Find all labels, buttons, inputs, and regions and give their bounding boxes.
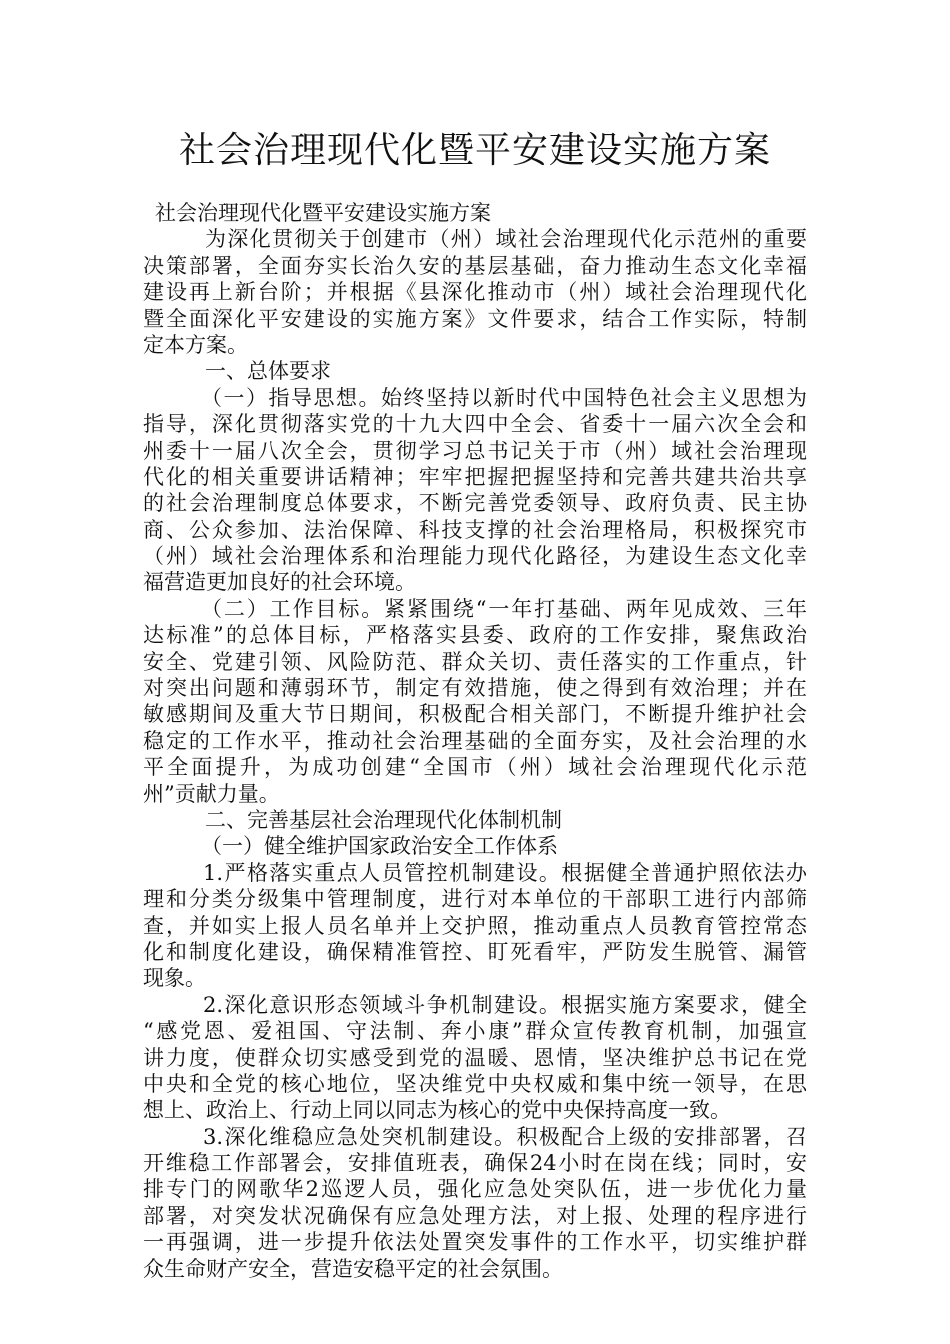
text-line: 州委十一届八次全会，贯彻学习总书记关于市（州）域社会治理现 [143, 438, 807, 463]
text-line: 讲力度，使群众切实感受到党的温暖、恩情，坚决维护总书记在党 [143, 1045, 807, 1070]
text-line: 决策部署，全面夯实长治久安的基层基础，奋力推动生态文化幸福 [143, 253, 807, 278]
text-line: 开维稳工作部署会，安排值班表，确保24小时在岗在线；同时，安 [143, 1151, 807, 1176]
text-line: 1.严格落实重点人员管控机制建设。根据健全普通护照依法办 [203, 860, 807, 885]
text-line: 一、总体要求 [205, 359, 331, 384]
text-line: 理和分类分级集中管理制度，进行对本单位的干部职工进行内部筛 [143, 887, 807, 912]
text-line: 代化的相关重要讲话精神；牢牢把握把握坚持和完善共建共治共享 [143, 464, 807, 489]
text-line: 指导，深化贯彻落实党的十九大四中全会、省委十一届六次全会和 [143, 412, 807, 437]
document-subtitle: 社会治理现代化暨平安建设实施方案 [155, 201, 491, 225]
text-line: 众生命财产安全，营造安稳平定的社会氛围。 [143, 1256, 563, 1281]
document-body [143, 200, 807, 1282]
text-line: 平全面提升，为成功创建“全国市（州）域社会治理现代化示范 [143, 755, 807, 780]
text-line: 2.深化意识形态领域斗争机制建设。根据实施方案要求，健全 [203, 992, 807, 1017]
text-line: 对突出问题和薄弱环节，制定有效措施，使之得到有效治理；并在 [143, 676, 807, 701]
text-line: 建设再上新台阶；并根据《县深化推动市（州）域社会治理现代化 [143, 280, 807, 305]
text-line: 达标准”的总体目标，严格落实县委、政府的工作安排，聚焦政治 [143, 623, 807, 648]
text-line: 的社会治理制度总体要求，不断完善党委领导、政府负责、民主协 [143, 491, 807, 516]
text-line: （一）健全维护国家政治安全工作体系 [201, 834, 558, 859]
text-line: 现象。 [143, 966, 206, 991]
text-line: 化和制度化建设，确保精准管控、盯死看牢，严防发生脱管、漏管 [143, 939, 807, 964]
text-line: （一）指导思想。始终坚持以新时代中国特色社会主义思想为 [201, 385, 807, 410]
text-line: 商、公众参加、法治保障、科技支撑的社会治理格局，积极探究市 [143, 517, 807, 542]
text-line: “感党恩、爱祖国、守法制、奔小康”群众宣传教育机制，加强宣 [143, 1019, 807, 1044]
text-line: 中央和全党的核心地位，坚决维党中央权威和集中统一领导，在思 [143, 1071, 807, 1096]
text-line: 3.深化维稳应急处突机制建设。积极配合上级的安排部署，召 [203, 1124, 807, 1149]
text-line: 安全、党建引领、风险防范、群众关切、责任落实的工作重点，针 [143, 649, 807, 674]
document-title: 社会治理现代化暨平安建设实施方案 [178, 130, 771, 171]
text-line: 福营造更加良好的社会环境。 [143, 570, 416, 595]
text-line: 敏感期间及重大节日期间，积极配合相关部门，不断提升维护社会 [143, 702, 807, 727]
text-line: 暨全面深化平安建设的实施方案》文件要求，结合工作实际，特制 [143, 306, 807, 331]
text-line: 查，并如实上报人员名单并上交护照，推动重点人员教育管控常态 [143, 913, 807, 938]
text-line: 为深化贯彻关于创建市（州）域社会治理现代化示范州的重要 [205, 227, 807, 252]
text-line: 想上、政治上、行动上同以同志为核心的党中央保持高度一致。 [143, 1098, 731, 1123]
text-line: 二、完善基层社会治理现代化体制机制 [205, 807, 562, 832]
text-line: 排专门的网歌华2巡逻人员，强化应急处突队伍，进一步优化力量 [143, 1177, 807, 1202]
text-line: （州）域社会治理体系和治理能力现代化路径，为建设生态文化幸 [143, 544, 807, 569]
text-line: 一再强调，进一步提升依法处置突发事件的工作水平，切实维护群 [143, 1230, 807, 1255]
text-line: 定本方案。 [143, 332, 248, 357]
text-line: 部署，对突发状况确保有应急处理方法，对上报、处理的程序进行 [143, 1203, 807, 1228]
text-line: 稳定的工作水平，推动社会治理基础的全面夯实，及社会治理的水 [143, 728, 807, 753]
text-line: （二）工作目标。紧紧围绕“一年打基础、两年见成效、三年 [201, 596, 807, 621]
text-line: 州”贡献力量。 [143, 781, 280, 806]
